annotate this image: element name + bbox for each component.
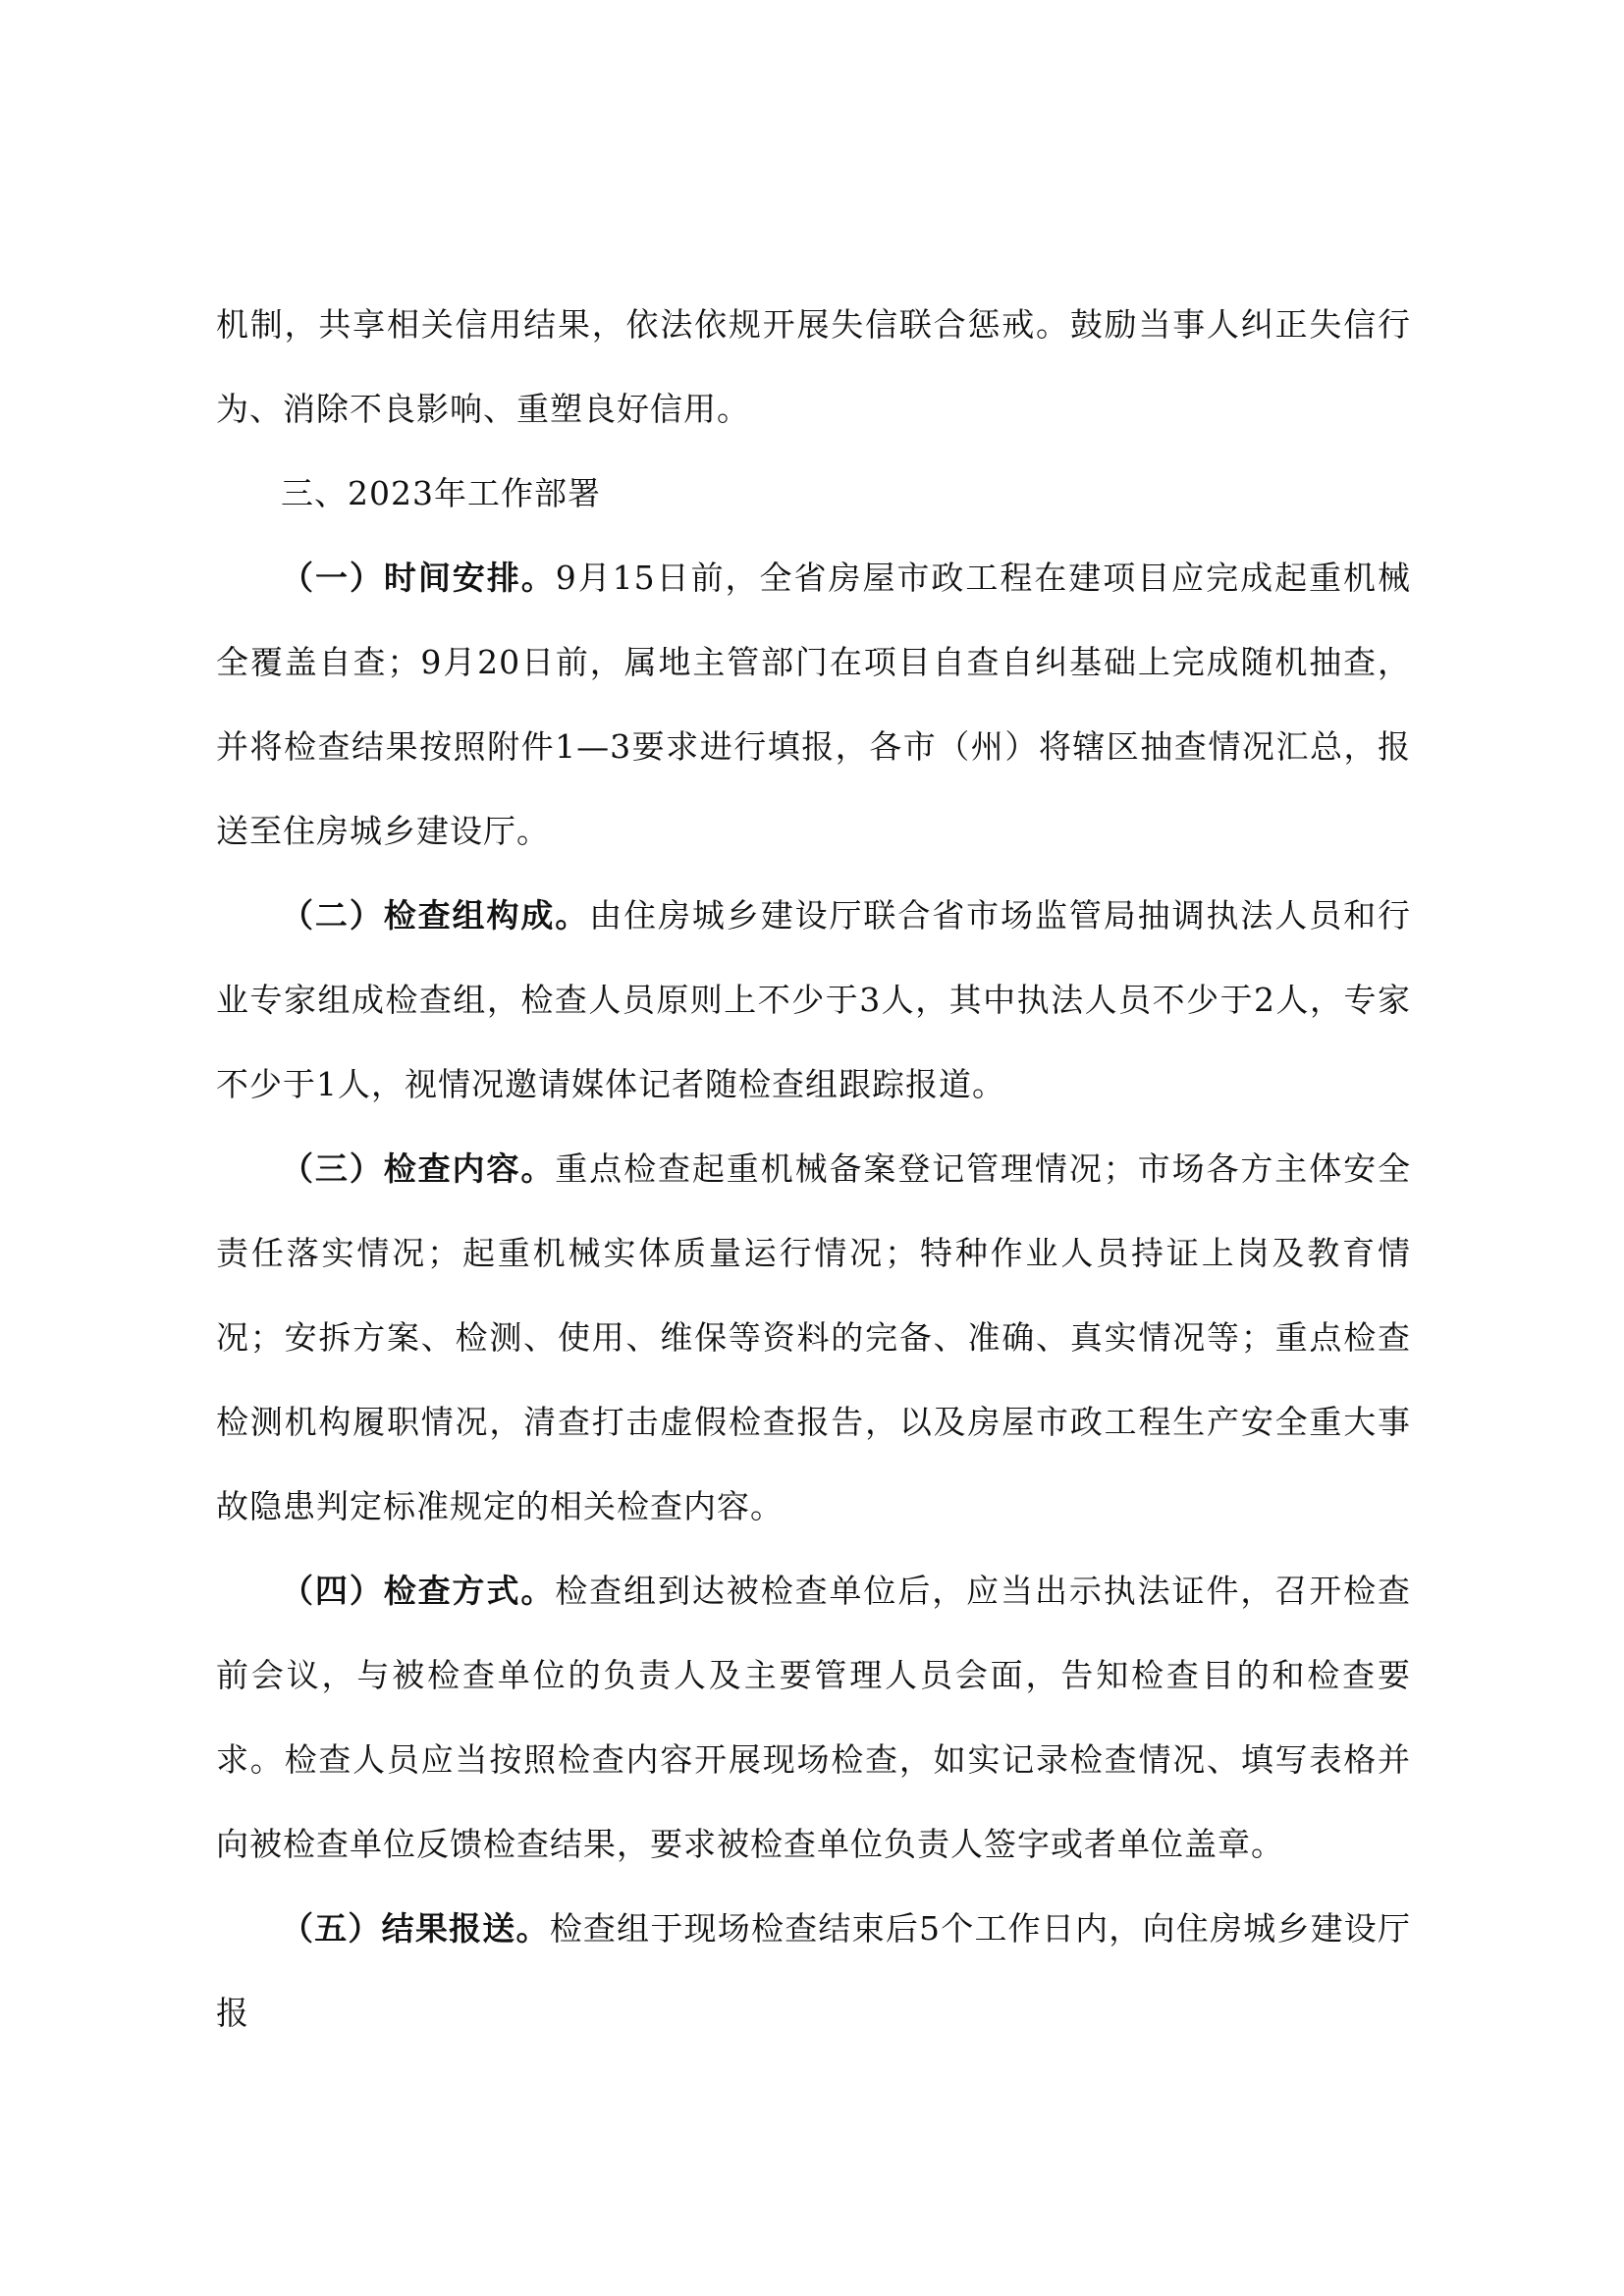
paragraph-text: 由住房城乡建设厅联合省市场监管局抽调执法人员和行业专家组成检查组，检查人员原则上不少于3人，其中执法人员不少于2人，专家不少于1人，视情况邀请媒体记者随检查组跟踪报道。 — [216, 896, 1411, 1103]
paragraph-text: 重点检查起重机械备案登记管理情况；市场各方主体安全责任落实情况；起重机械实体质量运行情况；特种作业人员持证上岗及教育情况；安拆方案、检测、使用、维保等资料的完备、准确、真实情况等；重点检查检测机构履职情况，清查打击虚假检查报告，以及房屋市政工程生产安全重大事故隐患判定标准规定的相关检查内容。 — [216, 1149, 1411, 1525]
paragraph-lead: （五）结果报送。 — [281, 1909, 550, 1948]
section-heading-text: 三、2023年工作部署 — [281, 474, 601, 512]
paragraph-lead: （一）时间安排。 — [281, 559, 556, 597]
paragraph-lead: （二）检查组构成。 — [281, 896, 590, 934]
paragraph-text: 机制，共享相关信用结果，依法依规开展失信联合惩戒。鼓励当事人纠正失信行为、消除不良影响、重塑良好信用。 — [216, 305, 1411, 428]
paragraph-text: 检查组到达被检查单位后，应当出示执法证件，召开检查前会议，与被检查单位的负责人及主要管理人员会面，告知检查目的和检查要求。检查人员应当按照检查内容开展现场检查，如实记录检查情况、填写表格并向被检查单位反馈检查结果，要求被检查单位负责人签字或者单位盖章。 — [216, 1572, 1411, 1863]
section-heading-2023-work — [216, 452, 1411, 536]
paragraph-lead: （三）检查内容。 — [281, 1149, 556, 1188]
paragraph-text: 9月15日前，全省房屋市政工程在建项目应完成起重机械全覆盖自查；9月20日前，属地主管部门在项目自查自纠基础上完成随机抽查，并将检查结果按照附件1—3要求进行填报，各市（州）将辖区抽查情况汇总，报送至住房城乡建设厅。 — [216, 559, 1411, 850]
paragraph-result-report — [216, 1887, 1411, 2056]
paragraph-inspection-method — [216, 1549, 1411, 1887]
paragraph-text: 检查组于现场检查结束后5个工作日内，向住房城乡建设厅报 — [216, 1909, 1412, 2032]
document-body — [216, 283, 1411, 2056]
paragraph-inspection-content — [216, 1127, 1411, 1549]
paragraph-credit-punishment — [216, 283, 1411, 452]
paragraph-lead: （四）检查方式。 — [281, 1572, 556, 1610]
paragraph-inspection-team — [216, 874, 1411, 1127]
paragraph-time-schedule — [216, 536, 1411, 874]
